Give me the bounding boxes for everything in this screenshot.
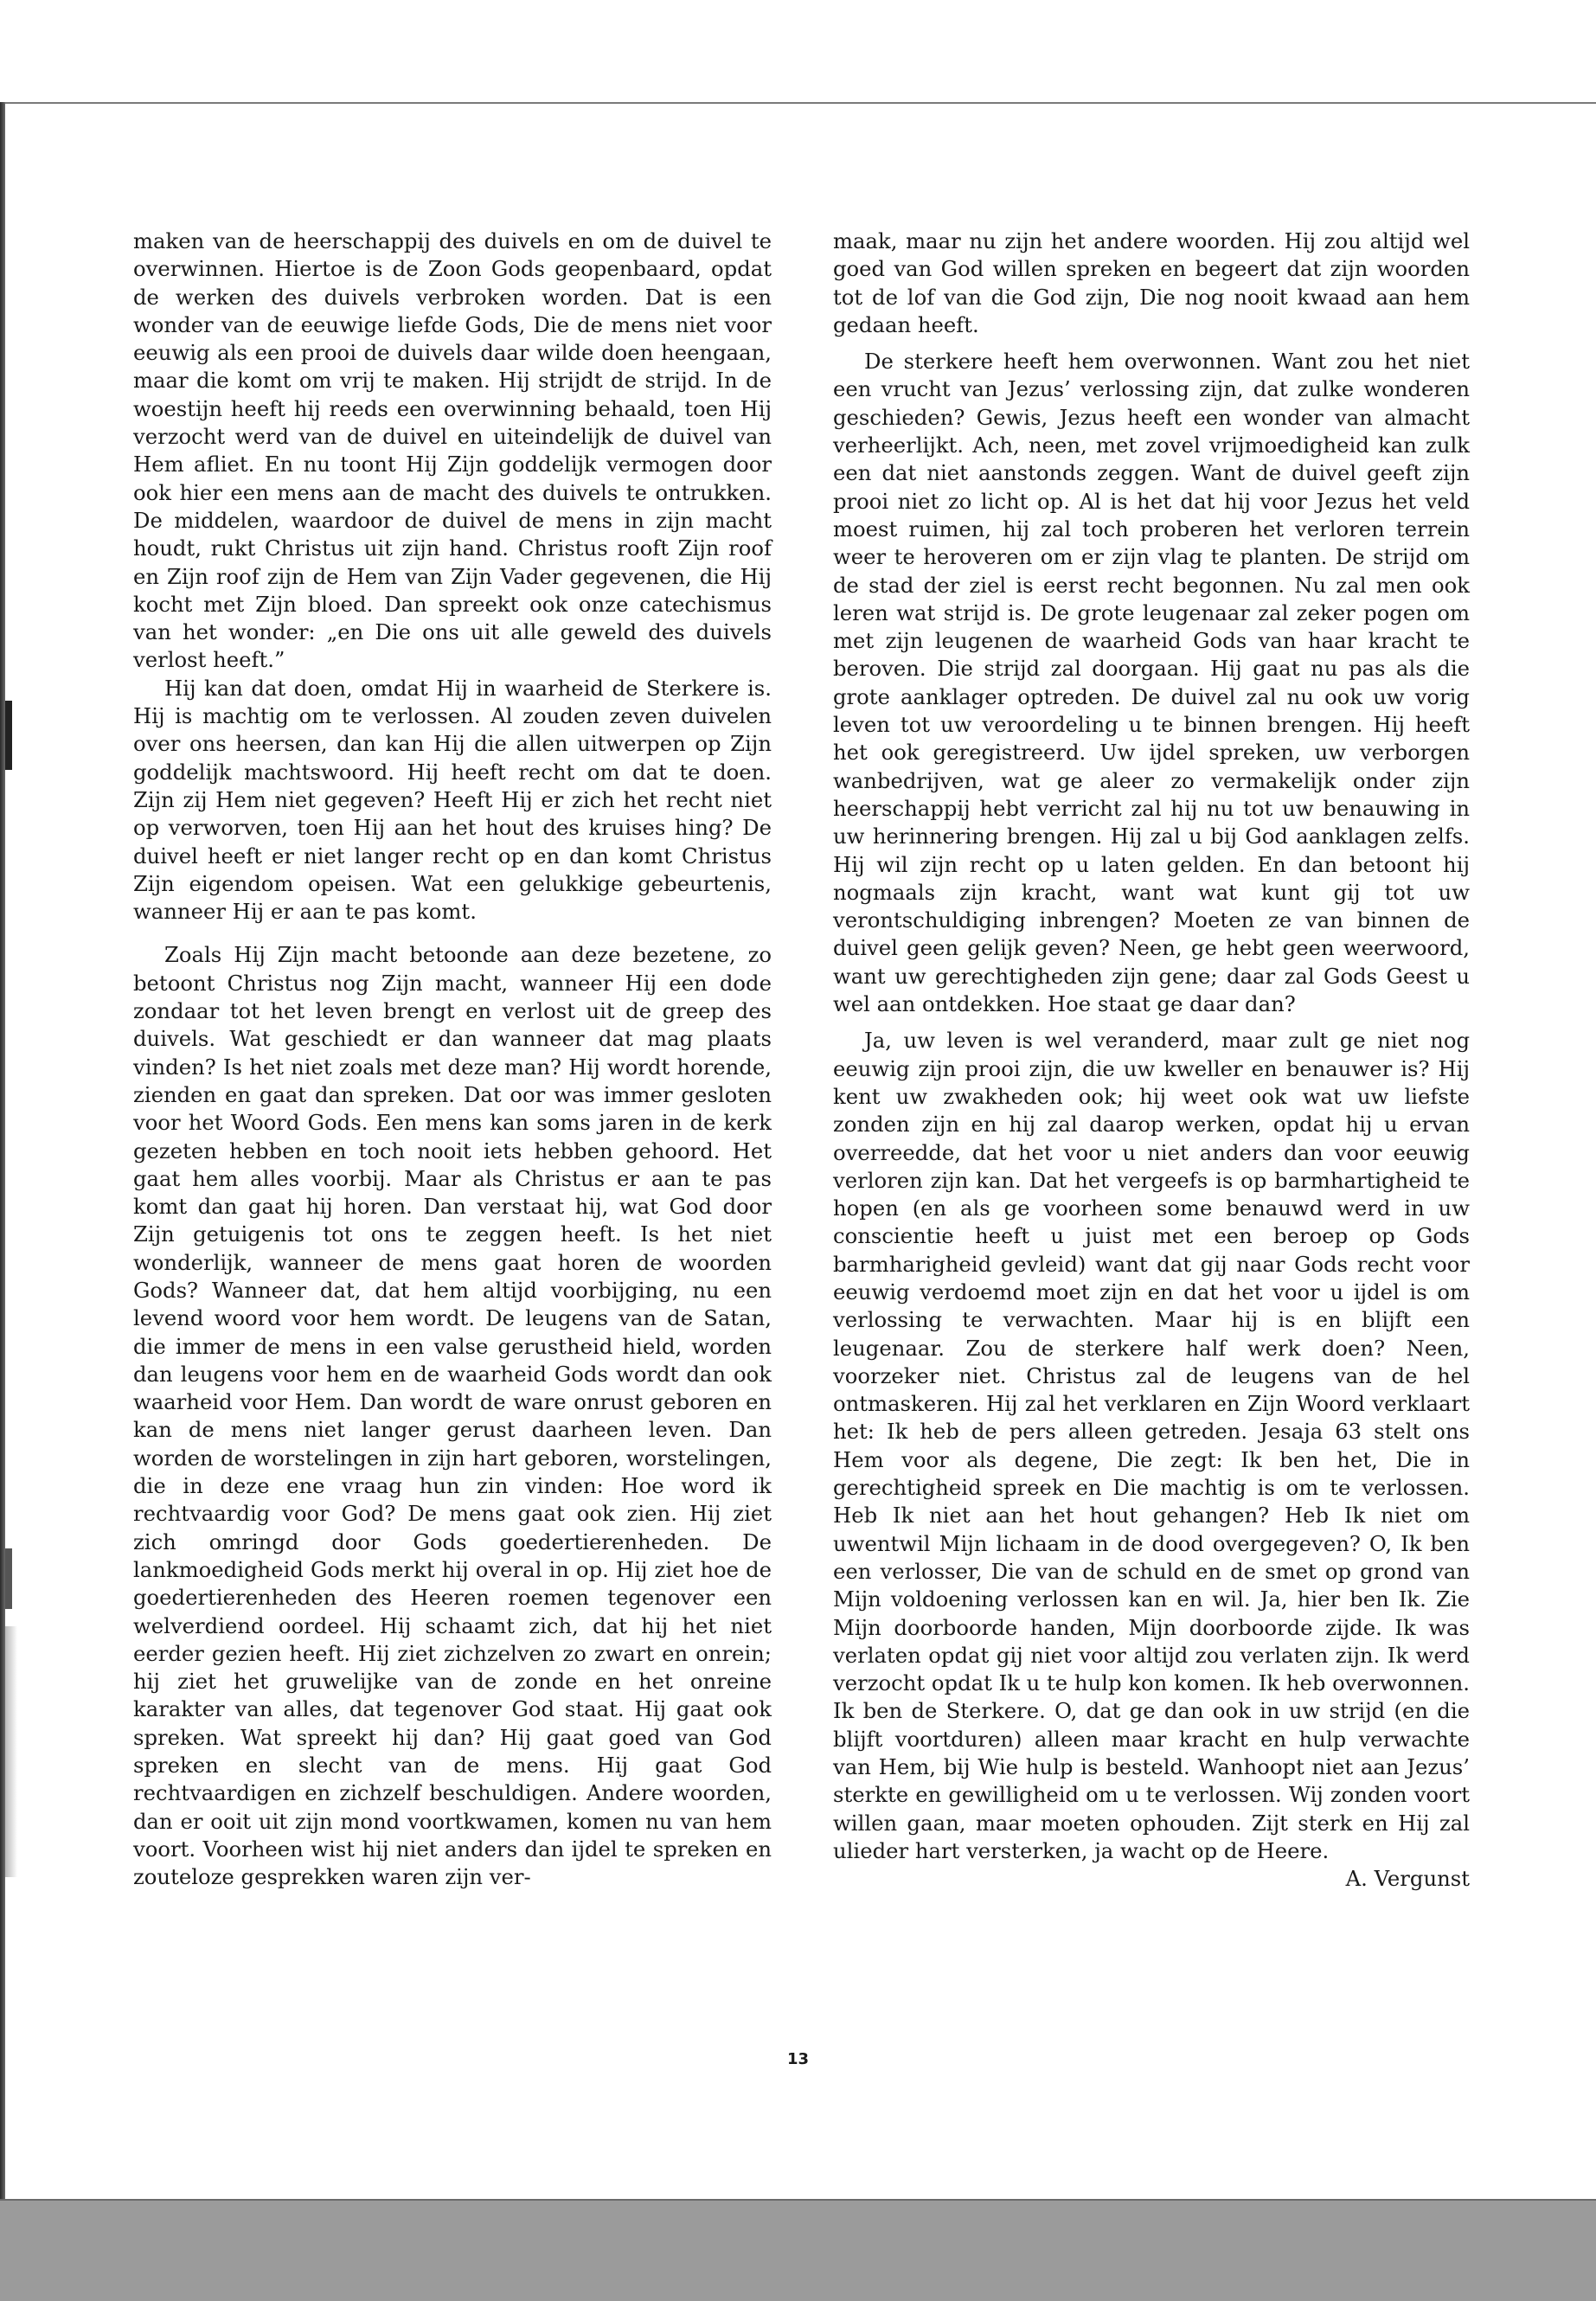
paragraph: De sterkere heeft hem overwonnen. Want zou het niet een vrucht van Jezus’ verlossing zijn, dat zulke wonderen geschieden? Gewis, Jezus heeft een wonder van almacht verheerlijkt. Ach, neen, met zovel vrijmoedigheid kan zulk een dat niet aanstonds zeggen. Want de duivel geeft zijn prooi niet zo licht op. Al is het dat hij voor Jezus het veld moest ruimen, hij zal toch proberen het verloren terrein weer te heroveren om er zijn vlag te planten. De strijd om de stad der ziel is eerst recht begonnen. Nu zal men ook leren wat strijd is. De grote leugenaar zal zeker pogen om met zijn leugenen de waarheid Gods van haar kracht te beroven. Die strijd zal doorgaan. Hij gaat nu pas als die grote aanklager optreden. De duivel zal nu ook uw vorig leven tot uw veroordeling u te binnen brengen. Hij heeft het ook geregistreerd. Uw ijdel spreken, uw verborgen wanbedrijven, wat ge aleer zo vermakelijk onder zijn heerschappij hebt verricht zal hij nu tot uw benauwing in uw herinnering brengen. Hij zal u bij God aanklagen zelfs. Hij wil zijn recht op u laten gelden. En dan betoont hij nogmaals zijn kracht, want wat kunt gij tot uw verontschuldiging inbrengen? Moeten ze van binnen de duivel geen gelijk geven? Neen, ge hebt geen weerwoord, want uw gerechtigheden zijn gene; daar zal Gods Geest u wel aan ontdekken. Hoe staat ge daar dan? — [833, 349, 1470, 1017]
scan-top-margin — [0, 0, 1596, 102]
scan-bottom-margin — [0, 2201, 1596, 2301]
paragraph: Zoals Hij Zijn macht betoonde aan deze bezetene, zo betoont Christus nog Zijn macht, wanneer Hij een dode zondaar tot het leven brengt en verlost uit de greep des duivels. Wat geschiedt er dan wanneer dat mag plaats vinden? Is het niet zoals met deze man? Hij wordt horende, zienden en gaat dan spreken. Dat oor was immer gesloten voor het Woord Gods. Een mens kan soms jaren in de kerk gezeten hebben en toch nooit iets hebben gehoord. Het gaat hem alles voorbij. Maar als Christus er aan te pas komt dan gaat hij horen. Dan verstaat hij, wat God door Zijn getuigenis tot ons te zeggen heeft. Is het niet wonderlijk, wanneer de mens gaat horen de woorden Gods? Wanneer dat, dat hem altijd voorbijging, nu een levend woord voor hem wordt. De leugens van de Satan, die immer de mens in een valse gerustheid hield, worden dan leugens voor hem en de waarheid Gods wordt dan ook waarheid voor Hem. Dan wordt de ware onrust geboren en kan de mens niet langer gerust daarheen leven. Dan worden de worstelingen in zijn hart geboren, worstelingen, die in deze ene vraag hun zin vinden: Hoe word ik rechtvaardig voor God? De mens gaat ook zien. Hij ziet zich omringd door Gods goedertierenheden. De lankmoedigheid Gods merkt hij overal in op. Hij ziet hoe de goedertierenheden des Heeren roemen tegenover een welverdiend oordeel. Hij schaamt zich, dat hij het niet eerder gezien heeft. Hij ziet zichzelven zo zwart en onrein; hij ziet het gruwelijke van de zonde en het onreine karakter van alles, dat tegenover God staat. Hij gaat ook spreken. Wat spreekt hij dan? Hij gaat goed van God spreken en slecht van de mens. Hij gaat God rechtvaardigen en zichzelf beschuldigen. Andere woorden, dan er ooit uit zijn mond voortkwamen, komen nu van hem voort. Voorheen wist hij niet anders dan ijdel te spreken en zouteloze gesprekken waren zijn ver- — [133, 942, 772, 1890]
right-column — [833, 228, 1470, 1894]
paragraph: Ja, uw leven is wel veranderd, maar zult ge niet nog eeuwig zijn prooi zijn, die uw kweller en benauwer is? Hij kent uw zwakheden ook; hij weet ook wat uw liefste zonden zijn en hij zal daarop werken, opdat hij u ervan overreedde, dat het voor u niet anders dan voor eeuwig verloren zijn kan. Dat het vergeefs is op barmhartigheid te hopen (en als ge voorheen some benauwd werd in uw conscientie heeft u juist met een beroep op Gods barmharigheid gevleid) want dat gij naar Gods recht voor eeuwig verdoemd moet zijn en dat het voor u ijdel is om verlossing te verwachten. Maar hij is en blijft een leugenaar. Zou de sterkere half werk doen? Neen, voorzeker niet. Christus zal de leugens van de hel ontmaskeren. Hij zal het verklaren en Zijn Woord verklaart het: Ik heb de pers alleen getreden. Jesaja 63 stelt ons Hem voor als degene, Die zegt: Ik ben het, Die in gerechtigheid spreek en Die machtig is om te verlossen. Heb Ik niet aan het hout gehangen? Heb Ik niet om uwentwil Mijn lichaam in de dood overgegeven? O, Ik ben een verlosser, Die van de schuld en de smet op grond van Mijn voldoening verlossen kan en wil. Ja, hier ben Ik. Zie Mijn doorboorde handen, Mijn doorboorde zijde. Ik was verlaten opdat gij niet voor altijd zou verlaten zijn. Ik werd verzocht opdat Ik u te hulp kon komen. Ik heb overwonnen. Ik ben de Sterkere. O, dat ge dan ook in uw strijd (en die blijft voortduren) alleen maar kracht en hulp verwachte van Hem, bij Wie hulp is besteld. Wanhoopt niet aan Jezus’ sterkte en gewilligheid om u te verlossen. Wij zonden voort willen gaan, maar moeten ophouden. Zijt sterk en Hij zal ulieder hart versterken, ja wacht op de Heere. — [833, 1028, 1470, 1863]
scan-left-edge — [0, 102, 5, 2199]
binding-mark — [5, 701, 12, 770]
paragraph: maak, maar nu zijn het andere woorden. Hij zou altijd wel goed van God willen spreken en begeert dat zijn woorden tot de lof van die God zijn, Die nog nooit kwaad aan hem gedaan heeft. — [833, 228, 1470, 337]
author-signature: A. Vergunst — [1345, 1866, 1470, 1892]
binding-mark — [5, 1548, 12, 1609]
page-number: 13 — [786, 2050, 810, 2068]
paragraph: maken van de heerschappij des duivels en om de duivel te overwinnen. Hiertoe is de Zoon Gods geopenbaard, opdat de werken des duivels verbroken worden. Dat is een wonder van de eeuwige liefde Gods, Die de mens niet voor eeuwig als een prooi de duivels daar wilde doen heengaan, maar die komt om vrij te maken. Hij strijdt de strijd. In de woestijn heeft hij reeds een overwinning behaald, toen Hij verzocht werd van de duivel en uiteindelijk de duivel van Hem afliet. En nu toont Hij Zijn goddelijk vermogen door ook hier een mens aan de macht des duivels te ontrukken. De middelen, waardoor de duivel de mens in zijn macht houdt, rukt Christus uit zijn hand. Christus rooft Zijn roof en Zijn roof zijn de Hem van Zijn Vader gegevenen, die Hij kocht met Zijn bloed. Dan spreekt ook onze catechismus van het wonder: „en Die ons uit alle geweld des duivels verlost heeft.” — [133, 228, 772, 673]
scan-top-edge — [0, 102, 1596, 104]
scan-smudge — [5, 1626, 17, 1877]
left-column — [133, 228, 772, 1892]
paragraph: Hij kan dat doen, omdat Hij in waarheid de Sterkere is. Hij is machtig om te verlossen. Al zouden zeven duivelen over ons heersen, dan kan Hij die allen uitwerpen op Zijn goddelijk machtswoord. Hij heeft recht om dat te doen. Zijn zij Hem niet gegeven? Heeft Hij er zich het recht niet op verworven, toen Hij aan het hout des kruises hing? De duivel heeft er niet langer recht op en dan komt Christus Zijn eigendom opeisen. Wat een gelukkige gebeurtenis, wanneer Hij er aan te pas komt. — [133, 675, 772, 925]
